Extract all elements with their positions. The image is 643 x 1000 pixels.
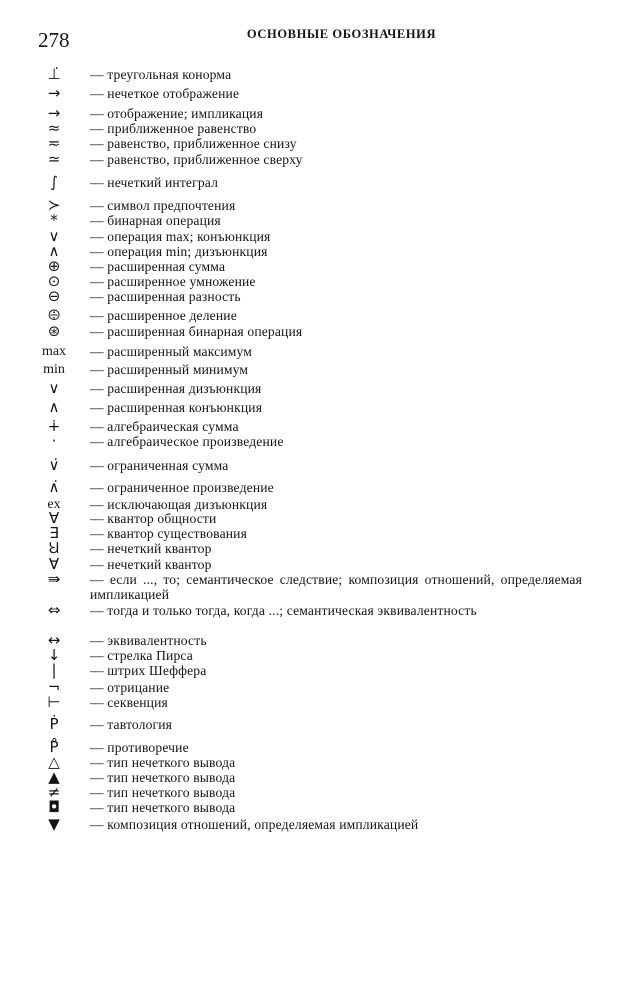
extended-disjunction-icon: ∨ [48, 379, 60, 397]
max-operation-icon: ∨ [48, 227, 60, 245]
contradiction-icon: P̊ [49, 738, 59, 756]
extended-max-icon: max [41, 344, 67, 359]
notation-description: — штрих Шеффера [90, 663, 207, 678]
bounded-sum-icon: ∨̇ [48, 456, 60, 474]
notation-description: — нечеткий квантор [90, 541, 212, 556]
implication-composition-icon: ▼ [48, 815, 60, 833]
fuzzy-quantifier-k-icon: Ꞟ [48, 539, 60, 557]
notation-description: — расширенная конъюнкция [90, 400, 263, 415]
triangular-conorm-icon: ⊥̇ [47, 65, 61, 83]
notation-description: — ограниченная сумма [90, 458, 229, 473]
notation-description: — исключающая дизъюнкция [90, 497, 268, 512]
notation-description: — алгебраическое произведение [90, 434, 284, 449]
fuzzy-quantifier-p-icon: Ɐ [48, 555, 60, 573]
notation-description: — если ..., то; семантическое следствие; композиция отношений, определяемая импликацией [90, 572, 582, 603]
bounded-product-icon: ∧̇ [48, 478, 60, 496]
notation-description: — тип нечеткого вывода [90, 755, 236, 770]
implication-arrow-icon: → [47, 104, 61, 122]
notation-description: — расширенный минимум [90, 362, 249, 377]
notation-description: — квантор общности [90, 511, 217, 526]
notation-description: — бинарная операция [90, 213, 221, 228]
semantic-equivalence-icon: ⇔ [47, 601, 61, 619]
notation-description: — расширенная сумма [90, 259, 226, 274]
notation-description: — нечеткий квантор [90, 557, 212, 572]
fuzzy-mapping-arrow-icon: →͏ [47, 84, 61, 102]
min-operation-icon: ∧ [48, 242, 60, 260]
notation-description: — алгебраическая сумма [90, 419, 239, 434]
notation-description: — стрелка Пирса [90, 648, 193, 663]
notation-description: — расширенное умножение [90, 274, 256, 289]
inference-type-filled-triangle-icon: ▲ [48, 768, 60, 786]
approx-equal-icon: ≈ [47, 119, 61, 137]
approx-below-icon: ≂ [47, 134, 61, 152]
semantic-consequence-icon: ⇛ [47, 570, 61, 588]
notation-description: — равенство, приближенное сверху [90, 152, 303, 167]
extended-division-icon: ⨸ [48, 306, 60, 324]
inference-type-box-icon: ◘ [48, 798, 60, 816]
approx-above-icon: ≃ [47, 150, 61, 168]
notation-description: — тогда и только тогда, когда ...; семантическая эквивалентность [90, 603, 477, 618]
extended-binary-operation-icon: ⊛ [47, 322, 61, 340]
negation-icon: ¬ [47, 678, 61, 696]
equivalence-icon: ↔ [47, 631, 61, 649]
notation-description: — композиция отношений, определяемая импликацией [90, 817, 419, 832]
notation-description: — расширенная бинарная операция [90, 324, 303, 339]
sheffer-stroke-icon: | [51, 661, 57, 679]
notation-description: — противоречие [90, 740, 189, 755]
notation-description: — тавтология [90, 717, 173, 732]
sequent-icon: ⊢ [47, 693, 61, 711]
notation-description: — ограниченное произведение [90, 480, 274, 495]
tautology-icon: Ṗ [49, 715, 59, 733]
notation-description: — расширенная дизъюнкция [90, 381, 262, 396]
page-header: ОСНОВНЫЕ ОБОЗНАЧЕНИЯ [246, 27, 437, 41]
notation-description: — нечеткий интеграл [90, 175, 219, 190]
algebraic-sum-icon: ∔ [47, 417, 61, 435]
peirce-arrow-icon: ↓ [47, 646, 61, 664]
binary-operation-icon: * [50, 211, 58, 229]
extended-difference-icon: ⊖ [47, 287, 61, 305]
notation-description: — тип нечеткого вывода [90, 800, 236, 815]
algebraic-product-icon: · [51, 432, 57, 450]
extended-conjunction-icon: ∧ [48, 398, 60, 416]
notation-description: — тип нечеткого вывода [90, 770, 236, 785]
exclusive-disjunction-icon: ex [47, 497, 61, 512]
notation-description: — треугольная конорма [90, 67, 232, 82]
notation-description: — эквивалентность [90, 633, 207, 648]
extended-sum-icon: ⊕ [47, 257, 61, 275]
notation-description: — операция max; конъюнкция [90, 229, 271, 244]
notation-description: — расширенная разность [90, 289, 241, 304]
existential-quantifier-icon: ∃ [49, 524, 59, 542]
notation-description: — расширенное деление [90, 308, 237, 323]
notation-description: — символ предпочтения [90, 198, 236, 213]
universal-quantifier-icon: ∀ [48, 509, 60, 527]
extended-product-icon: ⊙ [47, 272, 61, 290]
notation-description: — нечеткое отображение [90, 86, 240, 101]
notation-description: — отрицание [90, 680, 170, 695]
notation-description: — секвенция [90, 695, 168, 710]
inference-type-not-equal-icon: ≠ [47, 783, 61, 801]
extended-min-icon: min [43, 362, 65, 377]
inference-type-triangle-icon: △ [48, 753, 60, 771]
page-number: 278 [38, 28, 70, 52]
fuzzy-integral-icon: ∫ [50, 173, 58, 191]
notation-description: — операция min; дизъюнкция [90, 244, 268, 259]
preference-symbol-icon: ≻ [47, 196, 61, 214]
notation-description: — равенство, приближенное снизу [90, 136, 297, 151]
notation-description: — расширенный максимум [90, 344, 253, 359]
notation-description: — тип нечеткого вывода [90, 785, 236, 800]
notation-description: — приближенное равенство [90, 121, 257, 136]
notation-description: — отображение; импликация [90, 106, 264, 121]
notation-description: — квантор существования [90, 526, 248, 541]
